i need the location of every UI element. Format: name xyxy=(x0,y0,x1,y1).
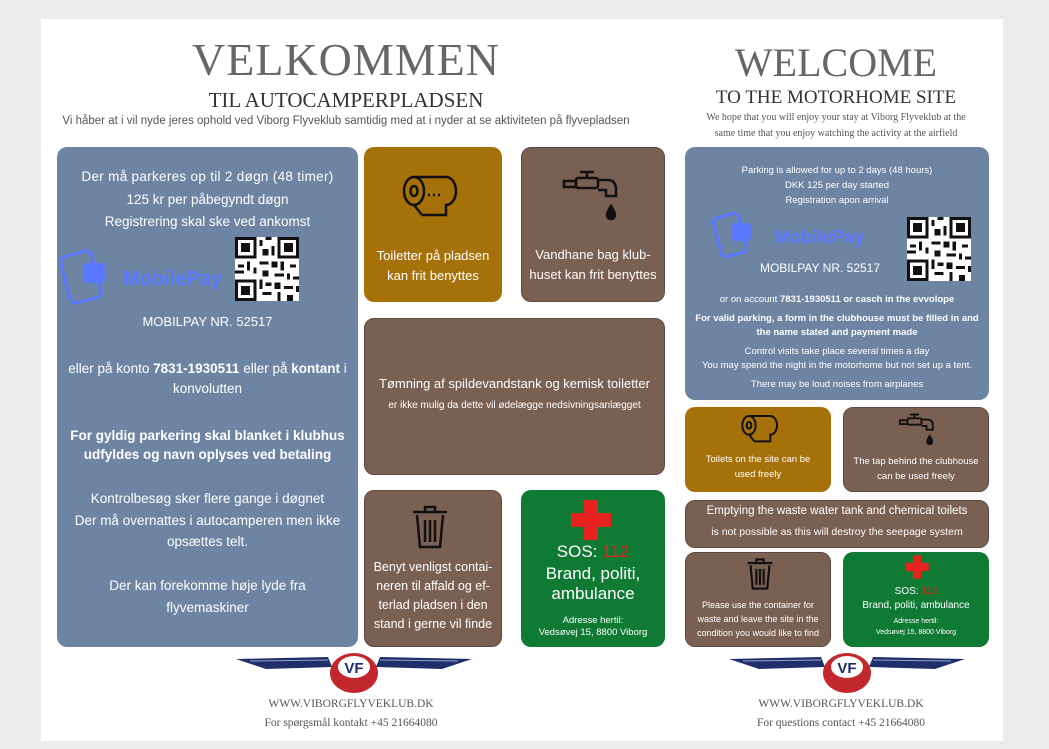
account-prefix: eller på konto xyxy=(68,361,154,376)
info-mobilepay-number: MOBILPAY NR. 52517 xyxy=(759,261,881,275)
waste-text: is not possible as this will destroy the seepage system xyxy=(711,526,963,538)
container-line-4: stand i gerne vil finde xyxy=(373,617,493,631)
info-account-line-2: konvolutten xyxy=(172,381,243,396)
right-waste-card xyxy=(685,500,989,548)
sos-services-line-2: ambulance xyxy=(551,584,635,603)
tap-line-1: Vandhane bag klub- xyxy=(535,247,651,262)
mobilepay-logo-text: MobilePay xyxy=(123,268,222,290)
viborg-flyveklub-logo xyxy=(236,651,472,697)
info-valid-line-1: For valid parking, a form in the clubhouse must be filled in and xyxy=(695,313,979,324)
right-intro-line-1: We hope that you will enjoy your stay at Viborg Flyveklub at the xyxy=(706,112,966,123)
mobilepay-logo-text: MobilePay xyxy=(775,227,865,247)
waste-title: Tømning af spildevandstank og kemisk toiletter xyxy=(379,376,650,391)
right-title: WELCOME xyxy=(734,40,938,85)
info-valid-line-1: For gyldig parkering skal blanket i klubhus xyxy=(70,428,345,443)
trash-can-icon xyxy=(411,505,449,549)
left-tap-card xyxy=(521,147,665,302)
info-noise-line-2: flyvemaskiner xyxy=(166,600,249,615)
logo-letters: VF xyxy=(344,660,364,677)
right-toilet-card xyxy=(685,407,831,492)
mobilepay-logo-icon xyxy=(59,247,229,307)
info-control-line-1: Kontrolbesøg sker flere gange i døgnet xyxy=(90,491,325,506)
account-mid: eller på xyxy=(239,361,292,376)
container-line-3: terlad pladsen i den xyxy=(378,598,488,612)
info-mobilepay-number: MOBILPAY NR. 52517 xyxy=(142,314,273,329)
sos-services-line: Brand, politi, ambulance xyxy=(862,600,970,611)
left-contact: For spørgsmål kontakt +45 21664080 xyxy=(264,717,438,729)
account-number: 7831-1930511 or casch in the evvolope xyxy=(779,294,955,305)
red-cross-icon xyxy=(567,500,615,540)
toilet-line-1: Toilets on the site can be xyxy=(705,454,811,465)
sos-address: Vedsøvej 15, 8800 Viborg xyxy=(538,627,648,638)
toilet-paper-icon xyxy=(402,173,456,217)
toilet-line-2: kan frit benyttes xyxy=(387,268,479,283)
right-intro-line-2: same time that you enjoy watching the activity at the airfield xyxy=(714,128,958,139)
info-control-line-1: Control visits take place several times a day xyxy=(744,346,930,357)
qr-code-icon xyxy=(235,237,299,301)
info-control-line-3: opsættes telt. xyxy=(166,534,249,549)
trash-can-icon xyxy=(746,558,774,590)
right-info-card xyxy=(685,147,989,400)
right-tap-card xyxy=(843,407,989,492)
info-parking-line: Parking is allowed for up to 2 days (48 hours) xyxy=(741,165,933,176)
sos-address-label: Adresse hertil: xyxy=(893,618,939,625)
account-post: i xyxy=(339,361,347,376)
tap-line-2: can be used freely xyxy=(877,471,955,482)
container-line-3: condition you would like to find xyxy=(696,628,820,638)
left-subtitle: TIL AUTOCAMPERPLADSEN xyxy=(208,88,484,112)
qr-code-icon xyxy=(907,217,971,281)
container-line-2: waste and leave the site in the xyxy=(697,614,819,624)
account-prefix: or on account xyxy=(719,294,780,305)
right-container-card xyxy=(685,552,831,647)
left-intro: Vi håber at i vil nyde jeres ophold ved Viborg Flyveklub samtidig med at i nyder at se aktiviteten på flyvepladsen xyxy=(62,115,630,127)
info-registration-line: Registrering skal ske ved ankomst xyxy=(104,214,311,229)
info-noise-line: There may be loud noises from airplanes xyxy=(750,379,924,390)
right-website: WWW.VIBORGFLYVEKLUB.DK xyxy=(758,698,924,710)
tap-line-2: huset kan frit benyttes xyxy=(529,267,657,282)
sos-services-line-1: Brand, politi, xyxy=(545,564,641,583)
info-control-line-2: You may spend the night in the motorhome but not set up a tent. xyxy=(701,360,973,371)
water-tap-icon xyxy=(898,412,936,450)
info-price-line: DKK 125 per day started xyxy=(784,180,890,191)
waste-text: er ikke mulig da dette vil ødelægge nedsivningsanlægget xyxy=(388,400,641,411)
info-registration-line: Registration apon arrival xyxy=(785,195,889,206)
sos-address-label: Adresse hertil: xyxy=(562,615,624,626)
left-info-card xyxy=(57,147,358,647)
logo-letters: VF xyxy=(837,660,857,677)
right-sos-card xyxy=(843,552,989,647)
left-title: VELKOMMEN xyxy=(192,34,500,85)
info-control-line-2: Der må overnattes i autocamperen men ikke xyxy=(74,513,341,528)
sos-label: SOS: xyxy=(556,542,603,561)
left-toilet-card xyxy=(364,147,502,302)
left-website: WWW.VIBORGFLYVEKLUB.DK xyxy=(268,698,434,710)
water-tap-icon xyxy=(562,168,620,228)
toilet-paper-icon xyxy=(741,413,777,443)
sos-address: Vedsøvej 15, 8800 Viborg xyxy=(875,629,957,636)
mobilepay-logo-icon xyxy=(713,211,893,263)
info-parking-line: Der må parkeres op til 2 døgn (48 timer) xyxy=(81,169,334,184)
left-container-card xyxy=(364,490,502,647)
sos-number: 112 xyxy=(602,542,630,561)
info-account-line xyxy=(685,294,989,305)
sos-label: SOS: xyxy=(894,586,922,597)
container-line-1: Please use the container for xyxy=(701,600,815,610)
info-noise-line-1: Der kan forekomme høje lyde fra xyxy=(109,578,306,593)
sos-number-line xyxy=(843,586,989,597)
sos-number: 112 xyxy=(921,586,938,597)
red-cross-icon xyxy=(903,554,931,580)
right-contact: For questions contact +45 21664080 xyxy=(756,717,926,729)
right-subtitle: TO THE MOTORHOME SITE xyxy=(715,87,957,108)
container-line-2: neren til affald og ef- xyxy=(376,579,490,593)
toilet-line-2: used freely xyxy=(734,469,782,480)
toilet-line-1: Toiletter på pladsen xyxy=(376,248,490,263)
account-number: 7831-1930511 xyxy=(153,361,240,376)
sos-number-line xyxy=(521,542,665,562)
account-cash: kontant xyxy=(291,361,340,376)
info-valid-line-2: udfyldes og navn oplyses ved betaling xyxy=(83,447,332,462)
waste-title: Emptying the waste water tank and chemical toilets xyxy=(706,505,968,517)
info-valid-line-2: the name stated and payment made xyxy=(756,327,918,338)
viborg-flyveklub-logo xyxy=(729,651,965,697)
poster-page xyxy=(41,19,1003,741)
left-waste-card xyxy=(364,318,665,475)
tap-line-1: The tap behind the clubhouse xyxy=(853,456,979,467)
info-price-line: 125 kr per påbegyndt døgn xyxy=(126,192,289,207)
left-sos-card xyxy=(521,490,665,647)
info-account-line xyxy=(57,361,358,376)
container-line-1: Benyt venligst contai- xyxy=(373,560,493,574)
